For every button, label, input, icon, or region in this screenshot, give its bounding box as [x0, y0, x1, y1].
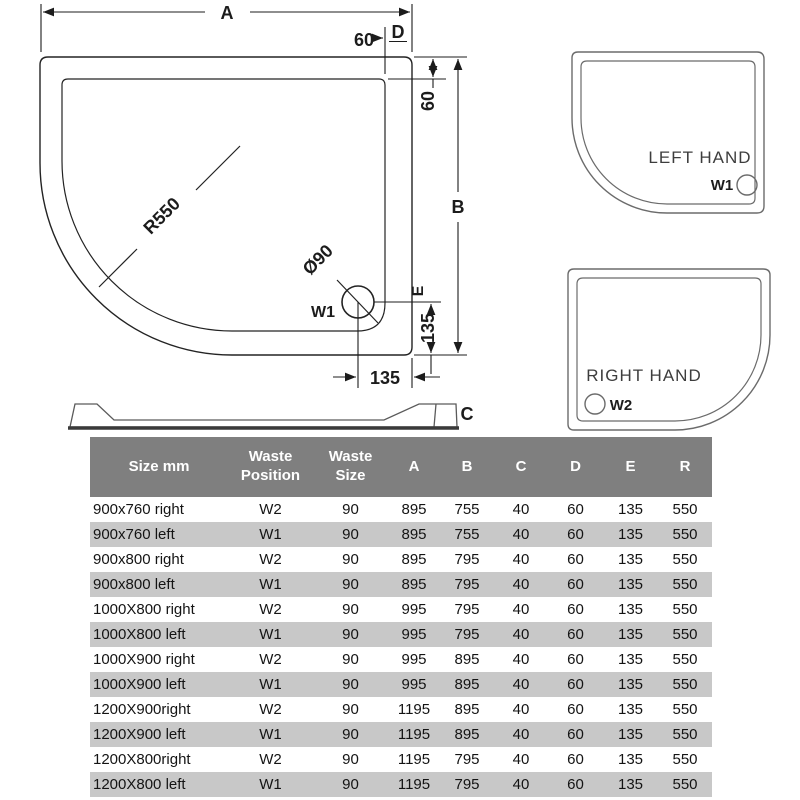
dim-b-label: B	[451, 197, 465, 217]
cell-a: 895	[401, 551, 427, 568]
col-header-b: B	[461, 457, 473, 475]
cell-c: 40	[512, 651, 530, 668]
cell-size: 900x760 right	[93, 501, 184, 518]
cell-size: 1200X900right	[93, 701, 191, 718]
cell-a: 1195	[397, 726, 431, 743]
size-specification-table	[90, 437, 712, 797]
cell-waste-size: 90	[342, 651, 359, 668]
cell-waste-position: W1	[259, 576, 282, 593]
cell-waste-position: W1	[259, 626, 282, 643]
cell-e: 135	[617, 626, 644, 643]
col-header-a: A	[408, 457, 420, 475]
table-row	[90, 747, 712, 772]
cell-e: 135	[617, 776, 644, 793]
cell-a: 995	[401, 651, 427, 668]
cell-size: 1000X800 left	[93, 626, 186, 643]
cell-e: 135	[617, 501, 644, 518]
cell-waste-size: 90	[342, 701, 359, 718]
cell-d: 60	[567, 626, 584, 643]
cell-waste-position: W1	[259, 776, 282, 793]
cell-waste-size: 90	[342, 601, 359, 618]
cell-waste-size: 90	[342, 501, 359, 518]
main-plan-view	[40, 57, 412, 355]
dim-a-label: A	[220, 3, 234, 23]
cell-r: 550	[672, 651, 698, 668]
cell-r: 550	[672, 776, 698, 793]
cell-r: 550	[672, 626, 698, 643]
cell-b: 795	[454, 576, 480, 593]
cell-a: 1195	[397, 751, 431, 768]
cell-d: 60	[567, 701, 584, 718]
cell-d: 60	[567, 676, 584, 693]
cell-b: 795	[454, 551, 480, 568]
radius-leader	[196, 146, 240, 190]
col-header-size: Size mm	[128, 457, 190, 475]
cell-size: 1000X900 left	[93, 676, 186, 693]
bottom-offset-label: 135	[369, 368, 401, 388]
cell-e: 135	[617, 601, 644, 618]
cell-size: 1200X800right	[93, 751, 191, 768]
dim-d-label: D	[391, 22, 405, 42]
cell-r: 550	[672, 726, 698, 743]
cell-waste-size: 90	[342, 676, 359, 693]
cell-b: 795	[454, 601, 480, 618]
cell-b: 795	[454, 626, 480, 643]
table-row	[90, 772, 712, 797]
cell-d: 60	[567, 751, 584, 768]
cell-d: 60	[567, 726, 584, 743]
cell-waste-size: 90	[342, 576, 359, 593]
cell-waste-position: W1	[259, 726, 282, 743]
cell-d: 60	[567, 551, 584, 568]
corner-radius-label: R550	[139, 193, 185, 239]
left-hand-diagram	[572, 52, 764, 213]
table-row	[90, 647, 712, 672]
cell-size: 900x800 left	[93, 576, 175, 593]
cell-b: 895	[454, 651, 480, 668]
cell-size: 1200X800 left	[93, 776, 186, 793]
cell-size: 1200X900 left	[93, 726, 186, 743]
cell-waste-size: 90	[342, 726, 359, 743]
cell-waste-position: W2	[259, 751, 282, 768]
cell-waste-position: W2	[259, 601, 282, 618]
dim-c-label: C	[460, 404, 474, 424]
tray-inner-outline	[62, 79, 385, 331]
cell-waste-position: W2	[259, 551, 282, 568]
side-offset-label: 135	[418, 312, 438, 344]
cell-r: 550	[672, 601, 698, 618]
cell-b: 795	[454, 751, 480, 768]
cell-r: 550	[672, 526, 698, 543]
top-rim-width-label: 60	[353, 30, 375, 50]
cell-a: 895	[401, 576, 427, 593]
cell-e: 135	[617, 701, 644, 718]
col-header-e: E	[625, 457, 636, 475]
waste-position-label: W1	[311, 304, 335, 321]
table-row	[90, 672, 712, 697]
cell-waste-position: W1	[259, 526, 282, 543]
cell-b: 755	[454, 501, 480, 518]
side-profile-view	[68, 404, 459, 428]
cell-d: 60	[567, 651, 584, 668]
table-row	[90, 497, 712, 522]
cell-c: 40	[512, 626, 530, 643]
cell-waste-position: W2	[259, 651, 282, 668]
cell-r: 550	[672, 501, 698, 518]
cell-size: 1000X900 right	[93, 651, 195, 668]
cell-e: 135	[617, 676, 644, 693]
tray-outer-outline	[40, 57, 412, 355]
table-row	[90, 547, 712, 572]
cell-waste-size: 90	[342, 626, 359, 643]
cell-e: 135	[617, 726, 644, 743]
cell-b: 755	[454, 526, 480, 543]
cell-waste-position: W2	[259, 501, 282, 518]
cell-r: 550	[672, 676, 698, 693]
table-row	[90, 722, 712, 747]
cell-size: 1000X800 right	[93, 601, 195, 618]
cell-e: 135	[617, 651, 644, 668]
radius-leader	[99, 249, 137, 287]
cell-b: 895	[454, 726, 480, 743]
cell-a: 995	[401, 626, 427, 643]
col-header-d: D	[570, 457, 581, 475]
table-row	[90, 697, 712, 722]
waste-diameter-label: Ø90	[298, 240, 337, 279]
cell-a: 1195	[397, 776, 431, 793]
cell-size: 900x760 left	[93, 526, 175, 543]
cell-b: 895	[454, 701, 480, 718]
cell-c: 40	[512, 751, 530, 768]
cell-e: 135	[617, 551, 644, 568]
cell-a: 895	[401, 501, 427, 518]
cell-c: 40	[512, 526, 530, 543]
col-header-r: R	[679, 457, 691, 475]
right-hand-waste-label: W2	[609, 397, 633, 414]
cell-waste-position: W1	[259, 676, 282, 693]
col-header-waste-size: Waste Size	[328, 448, 373, 484]
cell-d: 60	[567, 576, 584, 593]
cell-waste-size: 90	[342, 551, 359, 568]
cell-c: 40	[512, 501, 530, 518]
cell-d: 60	[567, 601, 584, 618]
cell-c: 40	[512, 726, 530, 743]
col-header-c: C	[515, 457, 527, 475]
cell-a: 995	[401, 601, 427, 618]
cell-c: 40	[512, 551, 530, 568]
cell-c: 40	[512, 676, 530, 693]
left-hand-waste-circle	[737, 175, 757, 195]
cell-c: 40	[512, 601, 530, 618]
cell-size: 900x800 right	[93, 551, 184, 568]
cell-r: 550	[672, 701, 698, 718]
cell-waste-position: W2	[259, 701, 282, 718]
cell-c: 40	[512, 576, 530, 593]
left-hand-waste-label: W1	[710, 177, 734, 194]
col-header-waste-position: Waste Position	[240, 448, 301, 484]
cell-r: 550	[672, 551, 698, 568]
cell-a: 995	[401, 676, 427, 693]
cell-c: 40	[512, 701, 530, 718]
cell-a: 1195	[397, 701, 431, 718]
cell-b: 795	[454, 776, 480, 793]
cell-r: 550	[672, 751, 698, 768]
cell-waste-size: 90	[342, 776, 359, 793]
cell-e: 135	[617, 751, 644, 768]
table-row	[90, 522, 712, 547]
cell-d: 60	[567, 776, 584, 793]
table-row	[90, 572, 712, 597]
table-header-row	[90, 437, 712, 497]
cell-waste-size: 90	[342, 526, 359, 543]
top-rim-height-label: 60	[418, 90, 438, 112]
cell-waste-size: 90	[342, 751, 359, 768]
right-hand-diagram	[568, 269, 770, 430]
cell-e: 135	[617, 576, 644, 593]
cell-r: 550	[672, 576, 698, 593]
cell-a: 895	[401, 526, 427, 543]
cell-c: 40	[512, 776, 530, 793]
right-hand-title: RIGHT HAND	[586, 366, 702, 385]
right-hand-waste-circle	[585, 394, 605, 414]
table-row	[90, 597, 712, 622]
table-row	[90, 622, 712, 647]
dim-e-label: E	[410, 285, 427, 297]
left-hand-title: LEFT HAND	[648, 148, 752, 167]
cell-d: 60	[567, 526, 584, 543]
cell-d: 60	[567, 501, 584, 518]
cell-b: 895	[454, 676, 480, 693]
cell-e: 135	[617, 526, 644, 543]
